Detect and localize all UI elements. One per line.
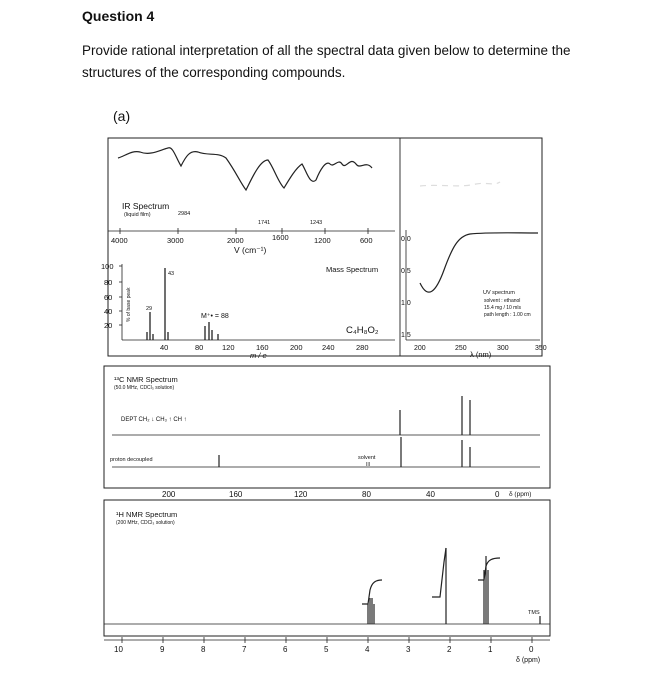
uv-concentration: 15.4 mg / 10 mls (484, 305, 521, 311)
ir-peak-2984: 2984 (178, 211, 191, 217)
mass-molecular-ion: M⁺• = 88 (201, 313, 229, 320)
mass-x-tick-160: 160 (256, 343, 269, 352)
c13-dept-peaks (400, 396, 470, 435)
mass-y-axis (119, 264, 122, 340)
mass-y-tick-100: 100 (101, 262, 114, 271)
ir-title: IR Spectrum (122, 201, 170, 211)
uv-y-tick-1.5: 1.5 (401, 332, 411, 339)
c13-decoupled-peaks (219, 437, 470, 467)
mass-x-tick-80: 80 (195, 343, 204, 352)
mass-y-label: % of base peak (126, 287, 132, 322)
c13-x-tick-120: 120 (294, 490, 308, 499)
mass-x-tick-40: 40 (160, 343, 169, 352)
ir-subtitle: (liquid film) (124, 212, 151, 218)
h1-x-tick-2: 2 (447, 645, 452, 654)
ir-peak-1243: 1243 (310, 220, 323, 226)
h1-x-tick-1: 1 (488, 645, 493, 654)
mass-y-tick-40: 40 (104, 307, 113, 316)
svg-text:III: III (366, 462, 371, 468)
c13-subtitle: (50.0 MHz, CDCl₃ solution) (114, 385, 175, 391)
ir-peak-1741: 1741 (258, 220, 271, 226)
h1-x-tick-9: 9 (160, 645, 165, 654)
ir-tick-3000: 3000 (167, 236, 184, 245)
ir-tick-1600: 1600 (272, 233, 289, 242)
mass-title: Mass Spectrum (326, 265, 379, 274)
ir-tick-4000: 4000 (111, 236, 128, 245)
uv-path-length: path length : 1.00 cm (484, 312, 531, 318)
h1-x-tick-5: 5 (324, 645, 329, 654)
h1-title: ¹H NMR Spectrum (116, 510, 178, 519)
c13-x-unit: δ (ppm) (509, 491, 532, 498)
mass-peaks (147, 268, 218, 340)
uv-title: UV spectrum (483, 290, 515, 296)
c13-x-tick-80: 80 (362, 490, 371, 499)
uv-x-tick-300: 300 (497, 345, 509, 352)
h1-x-tick-4: 4 (365, 645, 370, 654)
h1-peaks (362, 548, 540, 624)
h1-x-tick-8: 8 (201, 645, 206, 654)
h1-x-unit: δ (ppm) (516, 657, 541, 664)
c13-x-tick-200: 200 (162, 490, 176, 499)
h1-x-tick-7: 7 (242, 645, 247, 654)
mass-y-tick-80: 80 (104, 278, 113, 287)
uv-y-tick-0.5: 0.5 (401, 268, 411, 275)
ir-spectrum-curve (118, 148, 372, 190)
h1-x-tick-6: 6 (283, 645, 288, 654)
mass-peak-43: 43 (168, 271, 175, 277)
uv-y-tick-0.0: 0.0 (401, 236, 411, 243)
h1-x-tick-0: 0 (529, 645, 534, 654)
h1-x-tick-10: 10 (114, 645, 123, 654)
ir-axis-label: V (cm⁻¹) (234, 245, 267, 255)
ir-tick-600: 600 (360, 236, 373, 245)
c13-x-tick-160: 160 (229, 490, 243, 499)
c13-solvent-label: solvent (358, 455, 376, 461)
question-instructions: Provide rational interpretation of all the spectral data given below to determine the structures of the corresponding compounds. (82, 43, 571, 80)
part-label: (a) (113, 108, 131, 124)
mass-y-tick-20: 20 (104, 321, 113, 330)
c13-x-tick-0: 0 (495, 490, 500, 499)
mass-peak-29: 29 (146, 306, 153, 312)
ir-tick-1200: 1200 (314, 236, 331, 245)
c13-title: ¹³C NMR Spectrum (114, 375, 178, 384)
uv-x-tick-350: 350 (535, 345, 547, 352)
mass-x-tick-200: 200 (290, 343, 303, 352)
h1-subtitle: (200 MHz, CDCl₃ solution) (116, 520, 175, 526)
mass-x-tick-240: 240 (322, 343, 335, 352)
mass-x-label: m / e (250, 351, 267, 360)
c13-x-tick-40: 40 (426, 490, 435, 499)
h1-tms-label: TMS (528, 610, 540, 616)
c13-proton-decoupled-label: proton decoupled (110, 457, 153, 463)
question-title: Question 4 (82, 8, 155, 24)
uv-solvent: solvent : ethanol (484, 298, 521, 304)
mass-formula: C₄H₈O₂ (346, 325, 379, 336)
mass-x-tick-120: 120 (222, 343, 235, 352)
ir-tick-2000: 2000 (227, 236, 244, 245)
uv-x-label: λ (nm) (470, 350, 492, 359)
uv-spectrum-curve (420, 233, 538, 292)
spectra-panel-frame (108, 138, 542, 356)
mass-y-tick-60: 60 (104, 293, 113, 302)
c13-dept-legend: DEPT CH₂ ↓ CH₃ ↑ CH ↑ (121, 417, 187, 423)
uv-y-tick-1.0: 1.0 (401, 300, 411, 307)
uv-x-tick-250: 250 (455, 345, 467, 352)
mass-x-tick-280: 280 (356, 343, 369, 352)
h1-x-tick-3: 3 (406, 645, 411, 654)
uv-x-tick-200: 200 (414, 345, 426, 352)
